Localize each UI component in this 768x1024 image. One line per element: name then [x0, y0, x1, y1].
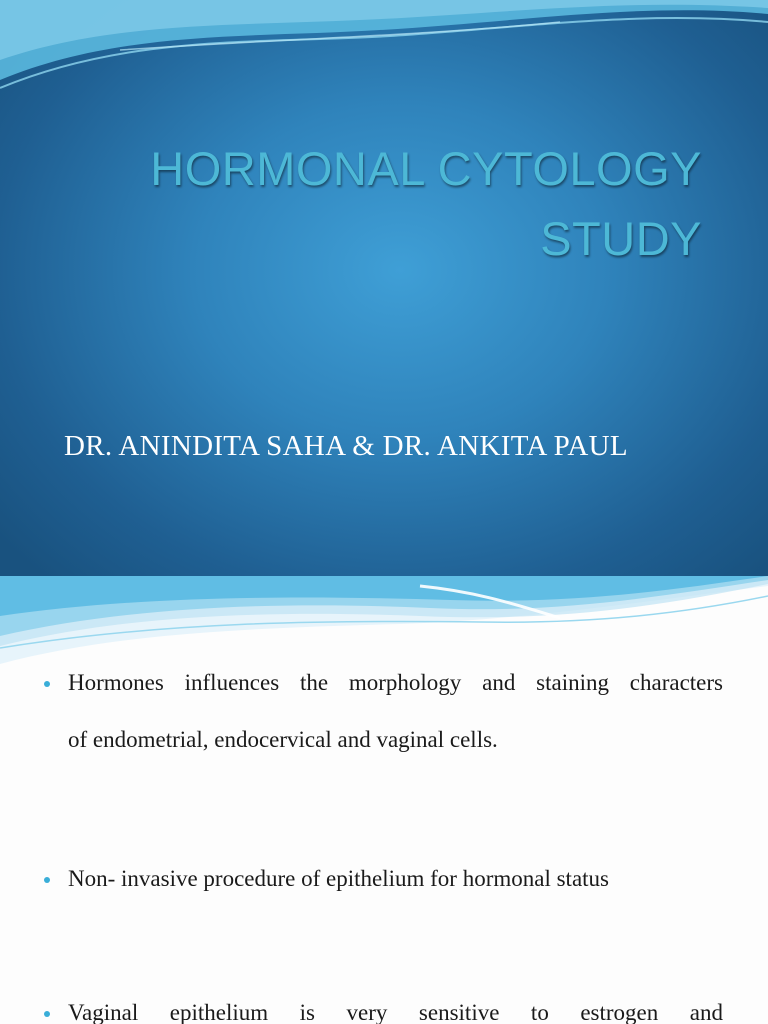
bullet-item	[68, 670, 723, 753]
slide-authors: DR. ANINDITA SAHA & DR. ANKITA PAUL	[64, 430, 628, 462]
slide-title-line-2: STUDY	[540, 212, 702, 265]
bullet-text-line-1: Hormones influences the morphology and staining characters	[68, 670, 723, 695]
bullet-dot-icon	[44, 681, 50, 687]
bullet-text-line-2: of endometrial, endocervical and vaginal cells.	[68, 727, 498, 752]
bullet-text-line-1: Non- invasive procedure of epithelium for hormonal status	[68, 866, 609, 891]
slide-title	[62, 134, 702, 274]
bullet-text-line-1: Vaginal epithelium is very sensitive to estrogen and	[68, 1000, 723, 1024]
bullet-item	[68, 866, 723, 892]
header-wave-decoration	[0, 576, 768, 666]
header-wave-decoration	[0, 0, 768, 100]
bullet-item	[68, 1000, 723, 1024]
bullet-dot-icon	[44, 1011, 50, 1017]
content-slide	[0, 576, 768, 1024]
bullet-dot-icon	[44, 877, 50, 883]
slide-title-line-1: HORMONAL CYTOLOGY	[150, 142, 702, 195]
